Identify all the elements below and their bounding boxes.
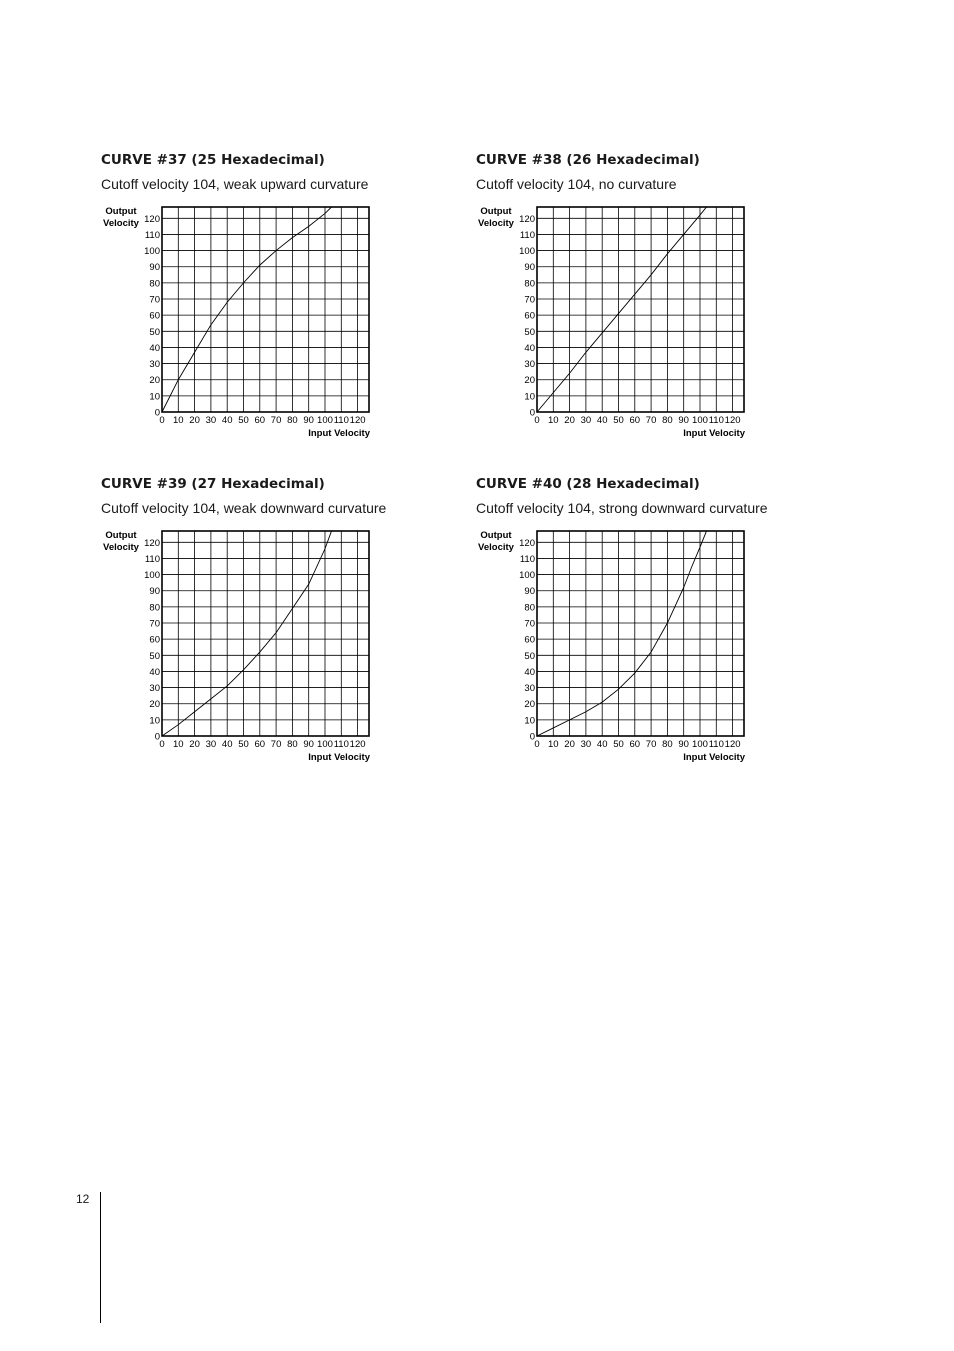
x-tick-label: 20 <box>564 739 575 750</box>
y-axis-label: Velocity <box>478 542 514 553</box>
y-tick-label: 100 <box>519 246 535 258</box>
x-tick-label: 90 <box>303 415 314 426</box>
x-axis-label: Input Velocity <box>683 752 745 763</box>
y-tick-label: 60 <box>524 310 535 322</box>
curve-description: Cutoff velocity 104, strong downward curvature <box>476 500 768 516</box>
x-tick-label: 10 <box>548 739 559 750</box>
y-axis-label: Velocity <box>103 218 139 229</box>
y-tick-label: 20 <box>524 699 535 711</box>
x-tick-label: 20 <box>189 739 200 750</box>
x-tick-label: 50 <box>613 415 624 426</box>
velocity-curve-line <box>537 207 744 412</box>
x-tick-label: 0 <box>159 739 165 750</box>
curve-description: Cutoff velocity 104, weak upward curvature <box>101 176 369 192</box>
x-tick-label: 60 <box>629 739 641 750</box>
x-tick-label: 110 <box>708 739 724 750</box>
curve-title: CURVE #37 (25 Hexadecimal) <box>101 152 325 168</box>
y-tick-label: 70 <box>524 294 535 306</box>
x-tick-label: 60 <box>254 415 266 426</box>
y-axis-label: Output <box>105 530 137 541</box>
x-tick-label: 10 <box>173 415 184 426</box>
y-tick-label: 60 <box>524 634 535 646</box>
velocity-curve-line <box>537 531 744 736</box>
velocity-curve-chart <box>476 522 766 772</box>
x-tick-label: 110 <box>708 415 724 426</box>
y-tick-label: 70 <box>149 294 160 306</box>
x-tick-label: 0 <box>534 739 540 750</box>
y-tick-label: 30 <box>524 683 535 695</box>
x-tick-label: 90 <box>678 739 689 750</box>
x-tick-label: 80 <box>662 739 673 750</box>
x-tick-label: 80 <box>287 739 298 750</box>
velocity-curve-line <box>162 207 369 412</box>
x-tick-label: 10 <box>548 415 559 426</box>
x-tick-label: 110 <box>333 415 349 426</box>
curve-title: CURVE #39 (27 Hexadecimal) <box>101 476 325 492</box>
y-axis-label: Output <box>480 530 512 541</box>
x-tick-label: 0 <box>534 415 540 426</box>
y-tick-label: 10 <box>524 715 535 727</box>
x-tick-label: 100 <box>692 739 708 750</box>
x-tick-label: 120 <box>349 415 366 426</box>
x-tick-label: 100 <box>317 415 333 426</box>
y-tick-label: 50 <box>149 326 160 338</box>
x-tick-label: 70 <box>270 739 282 750</box>
x-tick-label: 120 <box>349 739 366 750</box>
y-tick-label: 90 <box>149 586 160 598</box>
x-tick-label: 100 <box>692 415 708 426</box>
x-tick-label: 40 <box>596 739 608 750</box>
y-axis-label: Velocity <box>103 542 139 553</box>
y-tick-label: 90 <box>149 262 160 274</box>
y-tick-label: 70 <box>149 618 160 630</box>
x-tick-label: 40 <box>221 739 233 750</box>
plot-frame <box>537 531 744 736</box>
y-tick-label: 60 <box>149 634 160 646</box>
x-tick-label: 30 <box>205 739 217 750</box>
y-tick-label: 30 <box>149 359 160 371</box>
x-tick-label: 30 <box>580 739 592 750</box>
x-tick-label: 70 <box>645 415 657 426</box>
velocity-curve-line <box>162 531 369 736</box>
y-tick-label: 110 <box>519 553 535 565</box>
x-tick-label: 120 <box>724 739 741 750</box>
y-tick-label: 120 <box>519 537 535 549</box>
curve-description: Cutoff velocity 104, no curvature <box>476 176 677 192</box>
x-axis-label: Input Velocity <box>308 428 370 439</box>
velocity-curve-chart <box>101 198 391 448</box>
velocity-curve-chart <box>476 198 766 448</box>
x-axis-label: Input Velocity <box>308 752 370 763</box>
x-tick-label: 60 <box>629 415 641 426</box>
y-tick-label: 0 <box>154 407 160 419</box>
x-tick-label: 10 <box>173 739 184 750</box>
y-tick-label: 50 <box>524 650 535 662</box>
curve-title: CURVE #40 (28 Hexadecimal) <box>476 476 700 492</box>
y-axis-label: Velocity <box>478 218 514 229</box>
x-tick-label: 80 <box>287 415 298 426</box>
plot-frame <box>537 207 744 412</box>
y-tick-label: 100 <box>144 570 160 582</box>
page-number: 12 <box>76 1192 90 1206</box>
x-tick-label: 50 <box>238 739 249 750</box>
plot-frame <box>162 531 369 736</box>
y-tick-label: 80 <box>524 278 535 290</box>
x-tick-label: 60 <box>254 739 266 750</box>
velocity-curve-chart <box>101 522 391 772</box>
x-axis-label: Input Velocity <box>683 428 745 439</box>
y-tick-label: 80 <box>149 278 160 290</box>
y-tick-label: 90 <box>524 586 535 598</box>
y-tick-label: 100 <box>519 570 535 582</box>
y-tick-label: 30 <box>149 683 160 695</box>
y-tick-label: 0 <box>154 731 160 743</box>
y-tick-label: 20 <box>524 375 535 387</box>
x-tick-label: 70 <box>270 415 282 426</box>
y-tick-label: 20 <box>149 699 160 711</box>
x-tick-label: 90 <box>678 415 689 426</box>
x-tick-label: 30 <box>580 415 592 426</box>
y-tick-label: 40 <box>524 666 535 678</box>
x-tick-label: 50 <box>613 739 624 750</box>
y-tick-label: 50 <box>149 650 160 662</box>
y-tick-label: 10 <box>524 391 535 403</box>
x-tick-label: 100 <box>317 739 333 750</box>
x-tick-label: 50 <box>238 415 249 426</box>
curve-title: CURVE #38 (26 Hexadecimal) <box>476 152 700 168</box>
page-margin-rule <box>100 1192 101 1323</box>
y-tick-label: 110 <box>144 229 160 241</box>
y-tick-label: 0 <box>529 731 535 743</box>
plot-frame <box>162 207 369 412</box>
y-tick-label: 10 <box>149 715 160 727</box>
x-tick-label: 120 <box>724 415 741 426</box>
y-axis-label: Output <box>105 206 137 217</box>
x-tick-label: 80 <box>662 415 673 426</box>
y-tick-label: 40 <box>149 342 160 354</box>
y-tick-label: 120 <box>144 213 160 225</box>
y-tick-label: 60 <box>149 310 160 322</box>
y-tick-label: 50 <box>524 326 535 338</box>
y-tick-label: 120 <box>144 537 160 549</box>
x-tick-label: 40 <box>596 415 608 426</box>
y-tick-label: 20 <box>149 375 160 387</box>
y-tick-label: 10 <box>149 391 160 403</box>
y-tick-label: 40 <box>149 666 160 678</box>
x-tick-label: 20 <box>564 415 575 426</box>
x-tick-label: 30 <box>205 415 217 426</box>
x-tick-label: 110 <box>333 739 349 750</box>
y-tick-label: 120 <box>519 213 535 225</box>
y-tick-label: 30 <box>524 359 535 371</box>
y-axis-label: Output <box>480 206 512 217</box>
y-tick-label: 110 <box>519 229 535 241</box>
x-tick-label: 70 <box>645 739 657 750</box>
y-tick-label: 90 <box>524 262 535 274</box>
x-tick-label: 40 <box>221 415 233 426</box>
y-tick-label: 110 <box>144 553 160 565</box>
x-tick-label: 90 <box>303 739 314 750</box>
x-tick-label: 20 <box>189 415 200 426</box>
curve-description: Cutoff velocity 104, weak downward curvature <box>101 500 387 516</box>
y-tick-label: 100 <box>144 246 160 258</box>
y-tick-label: 40 <box>524 342 535 354</box>
y-tick-label: 80 <box>149 602 160 614</box>
y-tick-label: 0 <box>529 407 535 419</box>
x-tick-label: 0 <box>159 415 165 426</box>
y-tick-label: 70 <box>524 618 535 630</box>
y-tick-label: 80 <box>524 602 535 614</box>
